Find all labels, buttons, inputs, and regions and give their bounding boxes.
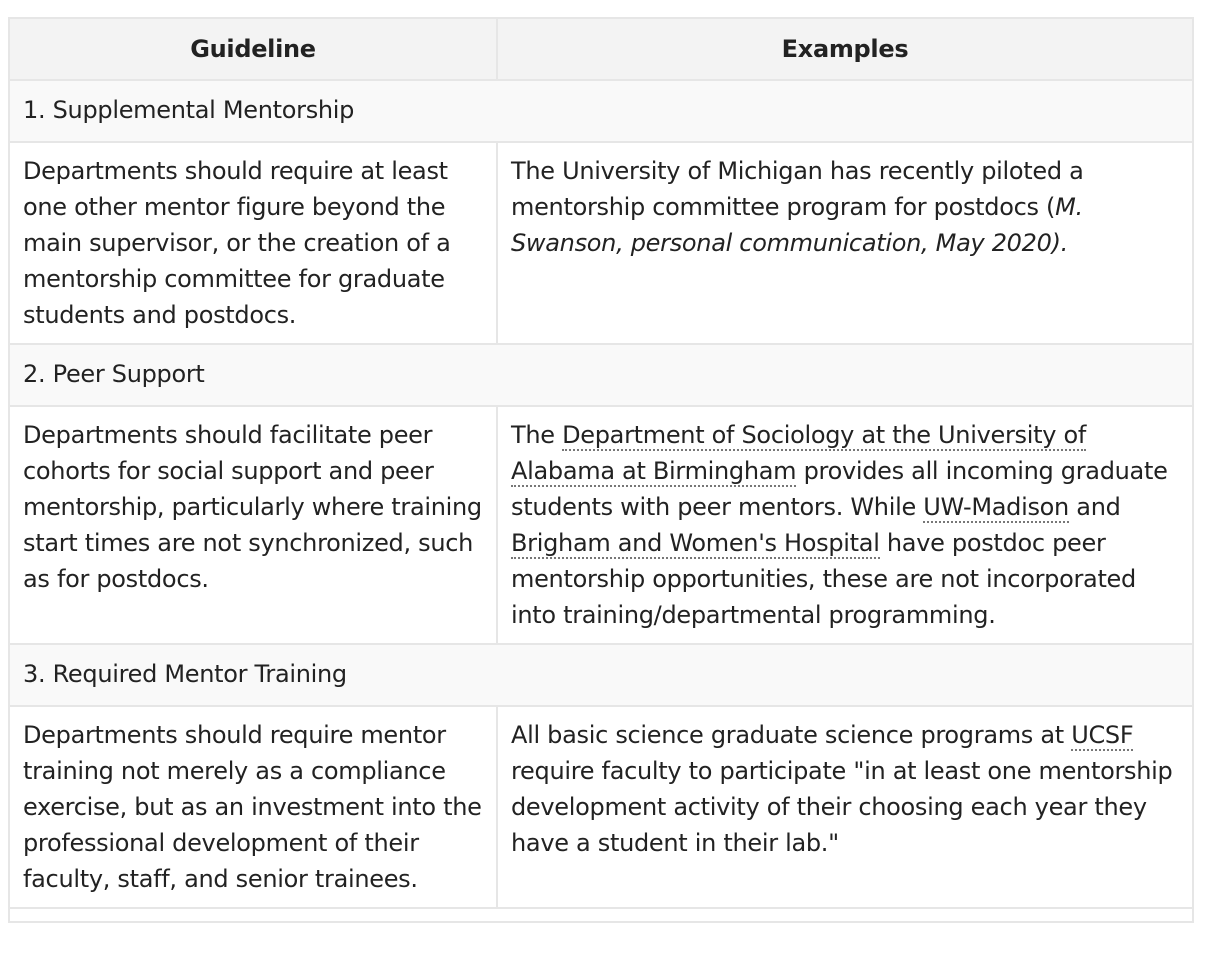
table-row-partial bbox=[9, 908, 1193, 922]
header-guideline: Guideline bbox=[9, 18, 497, 80]
header-row bbox=[9, 18, 1193, 80]
section-row-peer-support bbox=[9, 344, 1193, 406]
link-uab-sociology[interactable]: Department of Sociology at the University of Alabama at Birmingham bbox=[511, 421, 1086, 485]
header-examples: Examples bbox=[497, 18, 1193, 80]
example-text: The University of Michigan has recently piloted a mentorship committee program for postdocs ( bbox=[511, 157, 1084, 221]
example-text: have postdoc peer mentorship opportunities, these are not incorporated into training/departmental programming. bbox=[511, 529, 1136, 629]
example-cell bbox=[497, 406, 1193, 644]
link-brigham-womens-hospital[interactable]: Brigham and Women's Hospital bbox=[511, 529, 880, 557]
example-text: All basic science graduate science programs at bbox=[511, 721, 1072, 749]
link-ucsf[interactable]: UCSF bbox=[1071, 721, 1134, 749]
table-row bbox=[9, 142, 1193, 344]
section-row-supplemental-mentorship bbox=[9, 80, 1193, 142]
section-title: 2. Peer Support bbox=[9, 344, 1193, 406]
example-text: The bbox=[511, 421, 563, 449]
table-row bbox=[9, 706, 1193, 908]
guidelines-table bbox=[8, 17, 1194, 923]
example-cell bbox=[497, 706, 1193, 908]
partial-cell bbox=[9, 908, 1193, 922]
example-text: provides all incoming graduate students with peer mentors. While bbox=[511, 457, 1168, 521]
guideline-cell: Departments should require mentor training not merely as a compliance exercise, but as an investment into the professional development of their faculty, staff, and senior trainees. bbox=[9, 706, 497, 908]
guideline-cell: Departments should require at least one other mentor figure beyond the main supervisor, or the creation of a mentorship committee for graduate students and postdocs. bbox=[9, 142, 497, 344]
citation-text: M. Swanson, personal communication, May 2020). bbox=[511, 193, 1083, 257]
example-text: require faculty to participate "in at least one mentorship development activity of their choosing each year they have a student in their lab." bbox=[511, 757, 1173, 857]
example-text: and bbox=[1068, 493, 1121, 521]
section-title: 3. Required Mentor Training bbox=[9, 644, 1193, 706]
link-uw-madison[interactable]: UW-Madison bbox=[923, 493, 1069, 521]
guideline-cell: Departments should facilitate peer cohorts for social support and peer mentorship, particularly where training start times are not synchronized, such as for postdocs. bbox=[9, 406, 497, 644]
section-title: 1. Supplemental Mentorship bbox=[9, 80, 1193, 142]
example-cell bbox=[497, 142, 1193, 344]
guidelines-table-container bbox=[8, 17, 1192, 923]
section-row-required-mentor-training bbox=[9, 644, 1193, 706]
table-row bbox=[9, 406, 1193, 644]
